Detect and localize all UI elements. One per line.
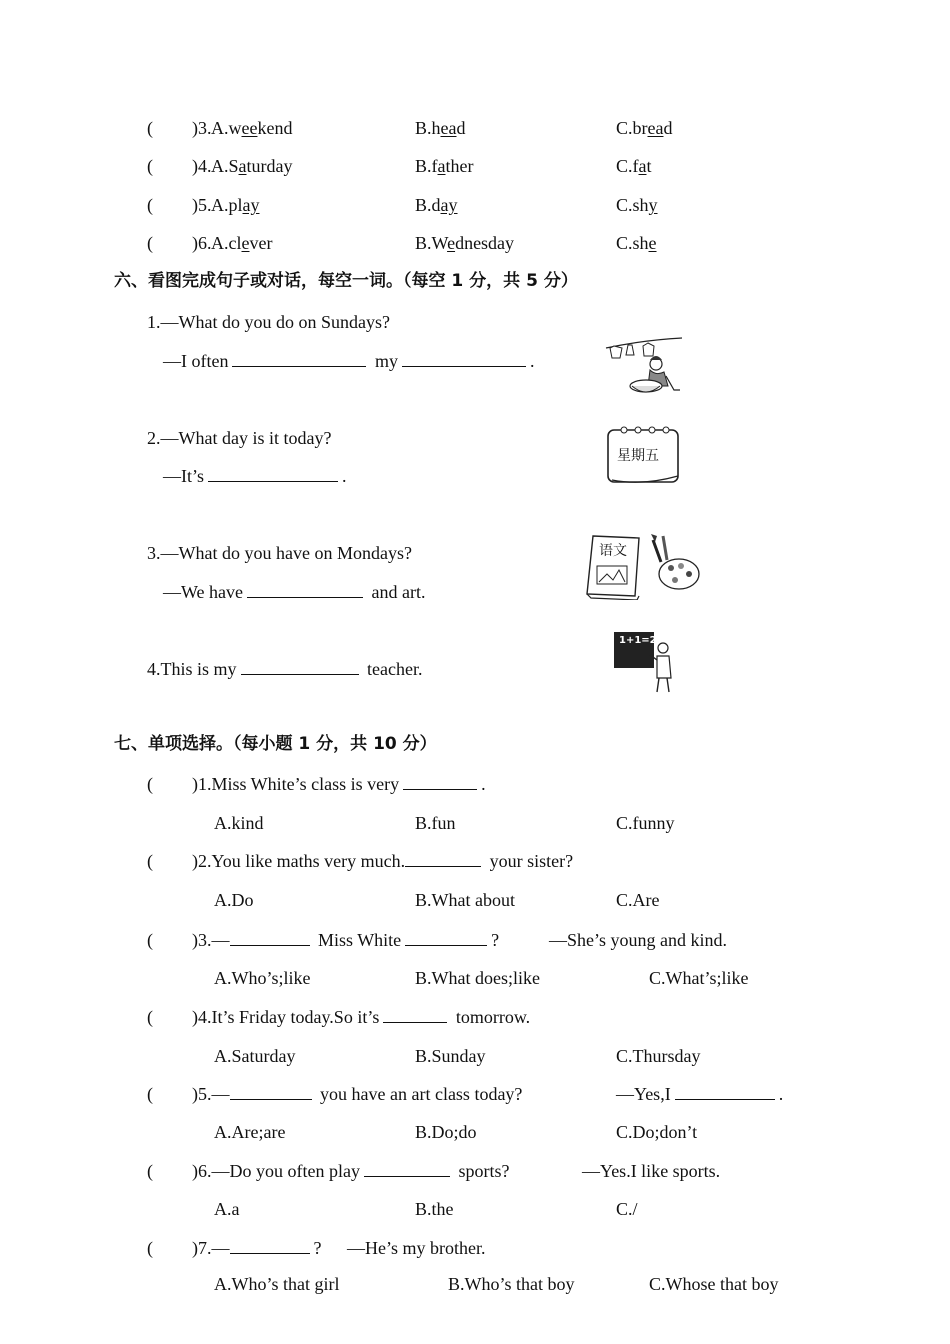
blank-input[interactable] — [247, 581, 363, 598]
answer-paren[interactable]: ( — [147, 195, 153, 215]
s7-q7-stem: )7.— ? — [192, 1238, 322, 1258]
answer-paren[interactable]: ( — [147, 774, 153, 794]
s7-q3-reply: —She’s young and kind. — [549, 930, 727, 950]
s7-q5-stem: )5.— you have an art class today? — [192, 1084, 523, 1104]
answer-paren[interactable]: ( — [147, 851, 153, 871]
blank-input[interactable] — [230, 929, 310, 946]
option-a: A.play — [211, 195, 260, 215]
s7-q6-reply: —Yes.I like sports. — [582, 1161, 721, 1181]
s6-q4: 4.This is my teacher. — [147, 659, 423, 679]
teacher-at-blackboard-picture: 1+1=2 — [613, 630, 675, 694]
s7-q6-option-b: B.the — [415, 1199, 454, 1219]
s7-q7-option-b: B.Who’s that boy — [448, 1274, 575, 1294]
s7-q5-reply: —Yes,I . — [616, 1084, 784, 1104]
blank-input[interactable] — [241, 658, 359, 675]
option-a: A.Saturday — [211, 156, 293, 176]
option-b: B.day — [415, 195, 458, 215]
blank-input[interactable] — [405, 850, 481, 867]
s7-q6-stem: )6.—Do you often play sports? — [192, 1161, 510, 1181]
s7-q1-option-c: C.funny — [616, 813, 675, 833]
blank-input[interactable] — [232, 350, 366, 367]
s7-q1-option-a: A.kind — [214, 813, 264, 833]
s6-q1-answer: —I often my . — [163, 351, 535, 371]
answer-paren[interactable]: ( — [147, 1238, 153, 1258]
s6-q2-question: 2.—What day is it today? — [147, 428, 332, 448]
s7-q4-stem: )4.It’s Friday today.So it’s tomorrow. — [192, 1007, 531, 1027]
option-c: C.bread — [616, 118, 673, 138]
s6-q2-answer: —It’s . — [163, 466, 347, 486]
s7-q2-option-c: C.Are — [616, 890, 660, 910]
s7-q2-stem: )2.You like maths very much. your sister? — [192, 851, 574, 871]
s7-q3-option-b: B.What does;like — [415, 968, 540, 988]
s6-q1-question: 1.—What do you do on Sundays? — [147, 312, 390, 332]
answer-paren[interactable]: ( — [147, 156, 153, 176]
s7-q7-reply: —He’s my brother. — [347, 1238, 486, 1258]
s7-q5-option-a: A.Are;are — [214, 1122, 286, 1142]
s7-q4-option-a: A.Saturday — [214, 1046, 296, 1066]
calendar-picture: 星期五 — [606, 424, 682, 486]
s7-q5-option-c: C.Do;don’t — [616, 1122, 698, 1142]
blank-input[interactable] — [208, 465, 338, 482]
s7-q3-stem: )3.— Miss White ? — [192, 930, 500, 950]
blank-input[interactable] — [402, 350, 526, 367]
option-c: C.shy — [616, 195, 658, 215]
chinese-book-and-palette-picture: 语文 — [583, 532, 703, 600]
blank-input[interactable] — [364, 1160, 450, 1177]
answer-paren[interactable]: ( — [147, 930, 153, 950]
blank-input[interactable] — [230, 1237, 310, 1254]
s7-q5-option-b: B.Do;do — [415, 1122, 477, 1142]
answer-paren[interactable]: ( — [147, 1084, 153, 1104]
s7-q2-option-b: B.What about — [415, 890, 515, 910]
s7-q6-option-c: C./ — [616, 1199, 638, 1219]
section-7-title: 七、单项选择。（每小题 1 分，共 10 分） — [114, 734, 437, 754]
answer-paren[interactable]: ( — [147, 1007, 153, 1027]
s7-q6-option-a: A.a — [214, 1199, 240, 1219]
blank-input[interactable] — [403, 773, 477, 790]
s7-q2-option-a: A.Do — [214, 890, 254, 910]
blank-input[interactable] — [405, 929, 487, 946]
s7-q3-option-a: A.Who’s;like — [214, 968, 311, 988]
answer-paren[interactable]: ( — [147, 1161, 153, 1181]
option-c: C.she — [616, 233, 657, 253]
s7-q3-option-c: C.What’s;like — [649, 968, 749, 988]
s7-q4-option-c: C.Thursday — [616, 1046, 701, 1066]
option-a: A.clever — [211, 233, 273, 253]
s7-q4-option-b: B.Sunday — [415, 1046, 486, 1066]
answer-paren[interactable]: ( — [147, 118, 153, 138]
s7-q1-stem: )1.Miss White’s class is very . — [192, 774, 486, 794]
s7-q1-option-b: B.fun — [415, 813, 456, 833]
section-6-title: 六、看图完成句子或对话，每空一词。（每空 1 分，共 5 分） — [114, 271, 578, 291]
answer-paren[interactable]: ( — [147, 233, 153, 253]
option-a: A.weekend — [211, 118, 293, 138]
option-b: B.head — [415, 118, 466, 138]
s7-q7-option-a: A.Who’s that girl — [214, 1274, 340, 1294]
s7-q7-option-c: C.Whose that boy — [649, 1274, 779, 1294]
blank-input[interactable] — [383, 1006, 447, 1023]
washing-clothes-picture — [604, 336, 684, 400]
s6-q3-question: 3.—What do you have on Mondays? — [147, 543, 412, 563]
option-c: C.fat — [616, 156, 652, 176]
blank-input[interactable] — [230, 1083, 312, 1100]
s6-q3-answer: —We have and art. — [163, 582, 426, 602]
option-b: B.father — [415, 156, 474, 176]
blank-input[interactable] — [675, 1083, 775, 1100]
option-b: B.Wednesday — [415, 233, 515, 253]
